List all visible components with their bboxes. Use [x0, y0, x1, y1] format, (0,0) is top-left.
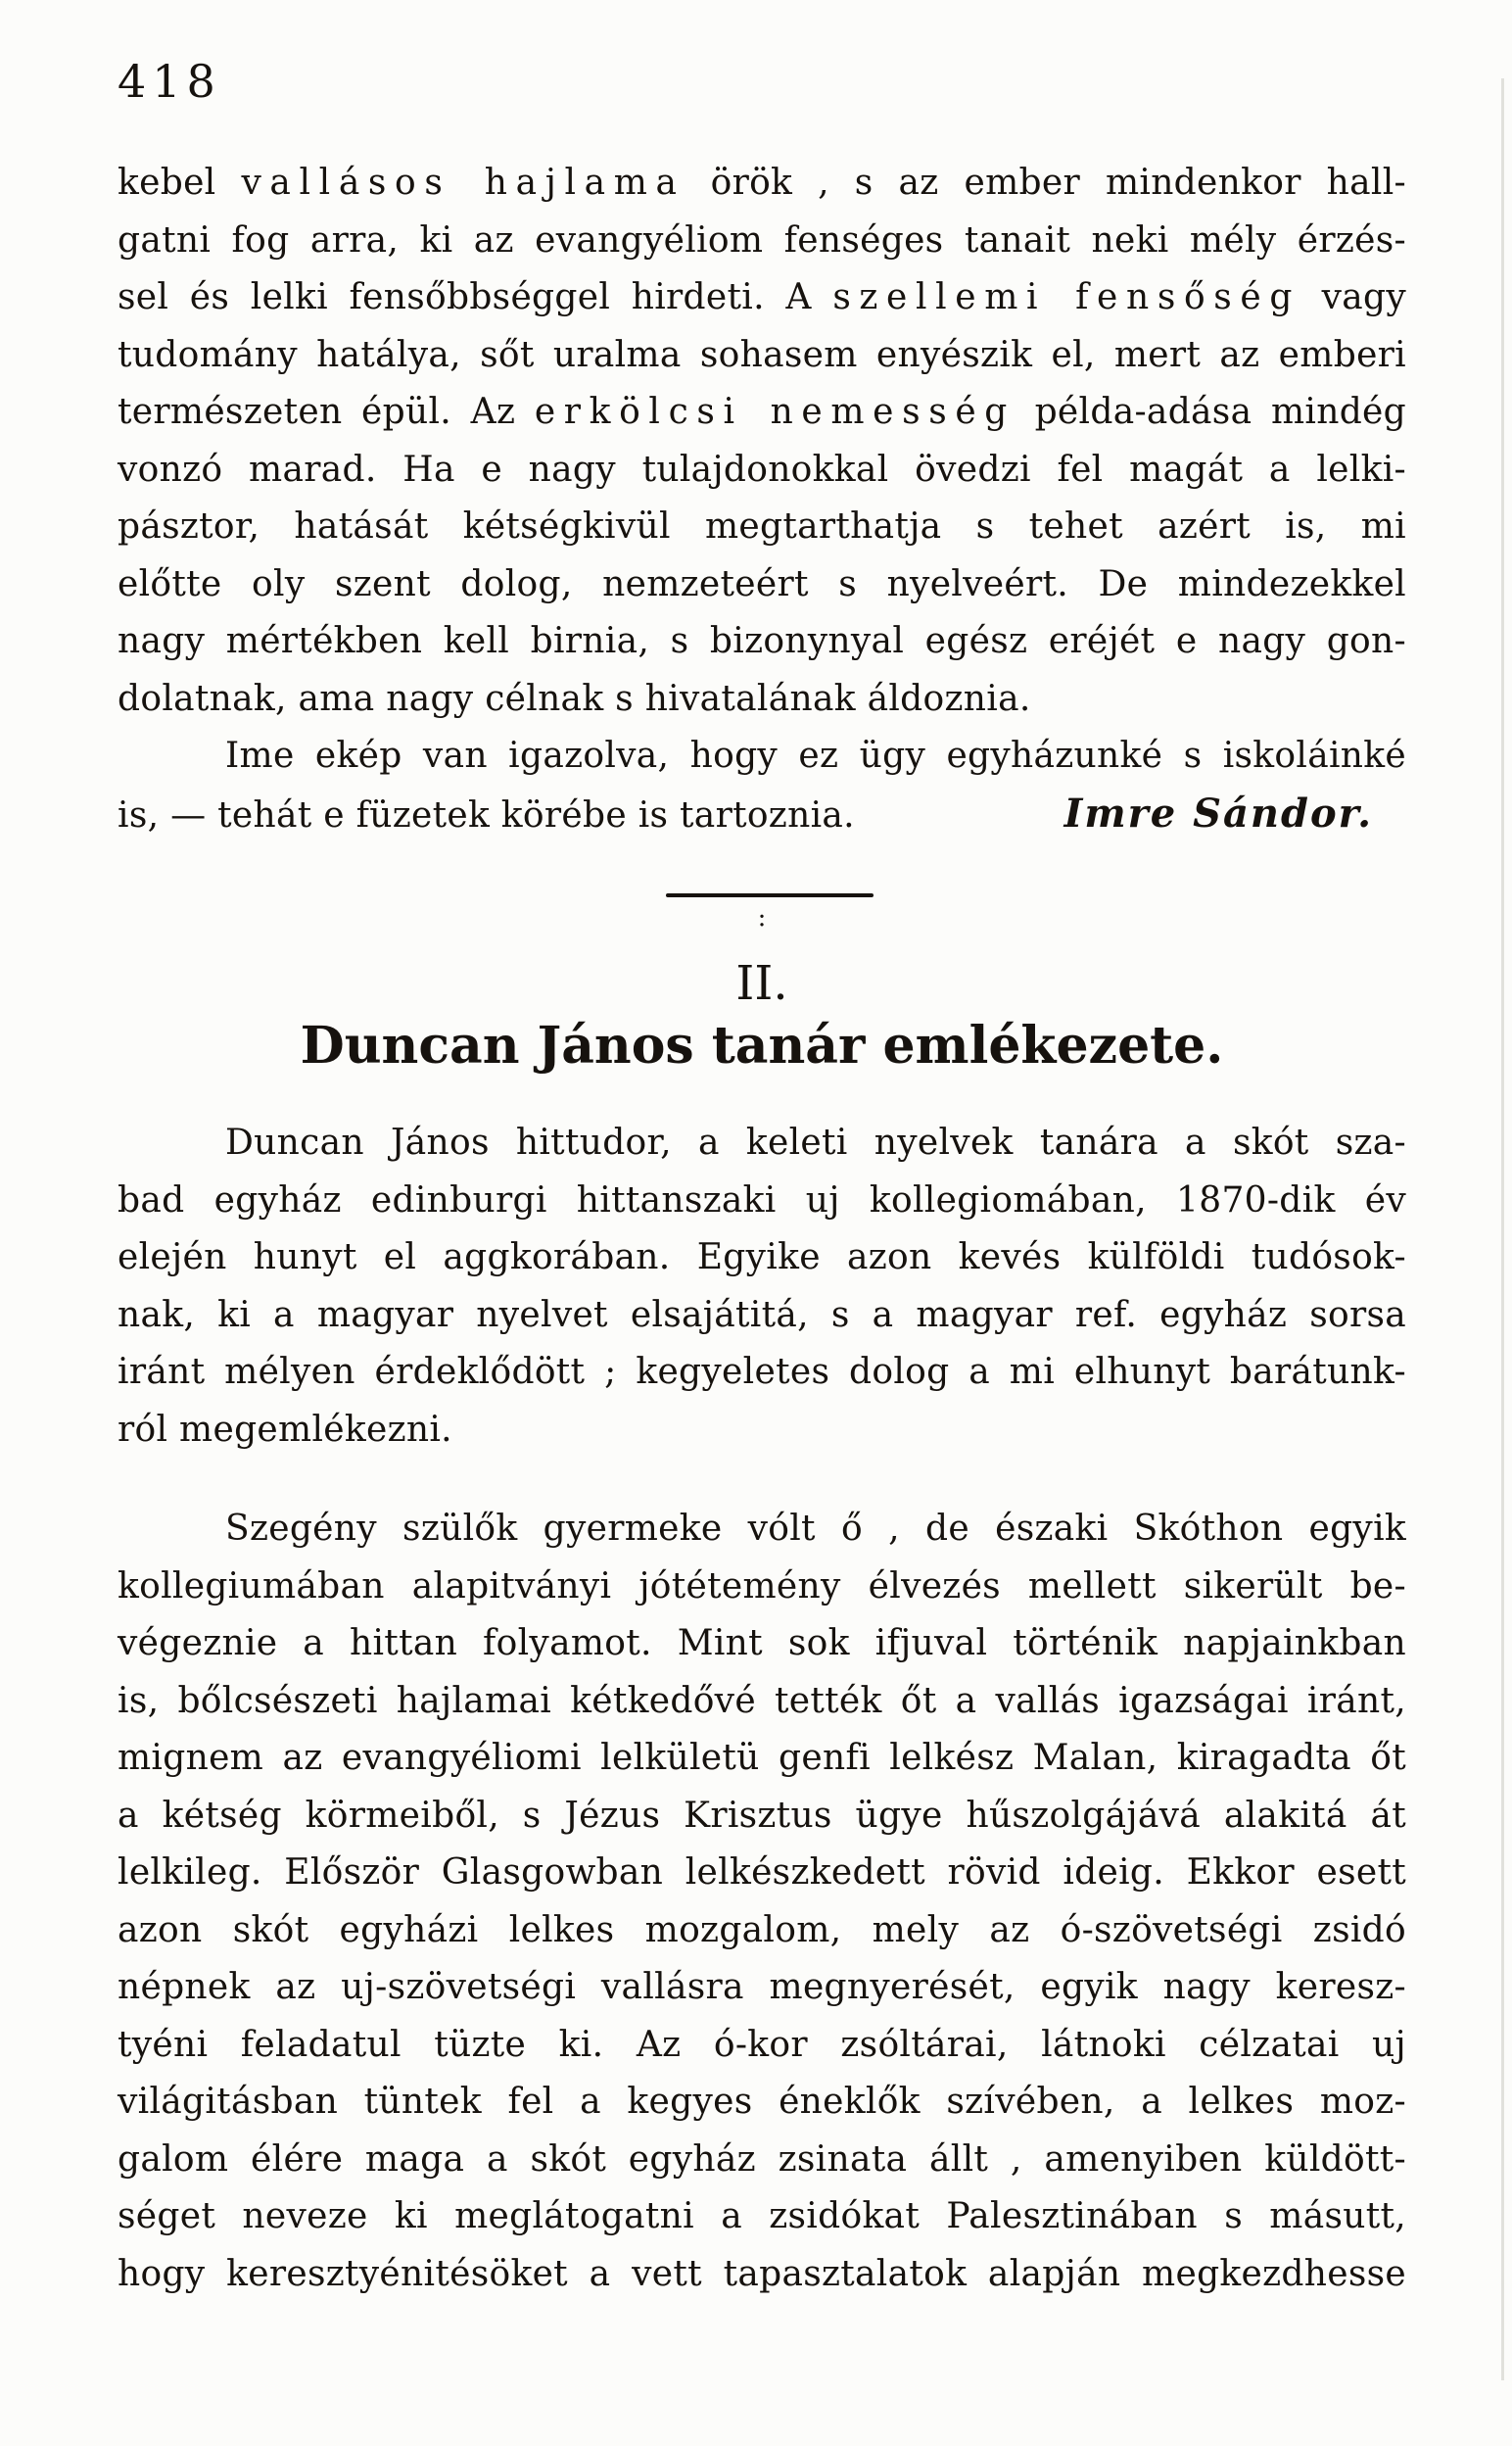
text-segment: természeten épül. Az — [118, 392, 535, 432]
text-line — [118, 499, 1406, 556]
text-line — [118, 1673, 1406, 1731]
scan-edge-artifact — [1501, 78, 1504, 2380]
text-line — [118, 1229, 1406, 1287]
text-line — [118, 613, 1406, 671]
text-segment: világitásban tüntek fel a kegyes éneklők szívében, a lelkes moz- — [118, 2082, 1406, 2122]
text-line — [118, 1730, 1406, 1788]
text-line — [118, 2132, 1406, 2189]
letterspaced-emphasis: szellemi fensőség — [832, 277, 1301, 317]
text-segment: hogy keresztyénitésöket a vett tapasztalatok alapján megkezdhesse — [118, 2253, 1406, 2294]
text-line-content — [118, 788, 855, 845]
text-line — [118, 1501, 1406, 1559]
text-line — [118, 442, 1406, 500]
text-line — [118, 1902, 1406, 1960]
text-segment: a kétség körmeiből, s Jézus Krisztus ügye hűszolgájává alakitá át — [118, 1795, 1406, 1836]
text-line — [118, 1173, 1406, 1230]
section-divider-rule — [666, 893, 874, 897]
text-segment: tyéni feladatul tüzte ki. Az ó-kor zsóltárai, látnoki célzatai uj — [118, 2024, 1406, 2065]
text-line — [118, 1287, 1406, 1345]
text-line — [118, 155, 1406, 213]
text-line — [118, 786, 1406, 843]
text-segment: vonzó marad. Ha e nagy tulajdonokkal övedzi fel magát a lelki- — [118, 449, 1406, 490]
text-line — [118, 2188, 1406, 2246]
text-segment: séget neveze ki meglátogatni a zsidókat Palesztinában s másutt, — [118, 2196, 1406, 2236]
text-segment: ról megemlékezni. — [118, 1409, 452, 1450]
separator-mark: : — [757, 903, 767, 933]
text-segment: vagy — [1300, 277, 1406, 317]
text-segment: mignem az evangyéliomi lelkületü genfi lelkész Malan, kiragadta őt — [118, 1738, 1406, 1778]
text-segment: bad egyház edinburgi hittanszaki uj kollegiomában, 1870-dik év — [118, 1179, 1406, 1221]
text-segment: örök , s az ember mindenkor hall- — [685, 163, 1407, 203]
section-title: Duncan János tanár emlékezete. — [300, 1016, 1224, 1076]
text-segment: lelkileg. Először Glasgowban lelkészkedett rövid ideig. Ekkor esett — [118, 1852, 1406, 1893]
text-line — [118, 213, 1406, 270]
text-segment: gatni fog arra, ki az evangyéliom fenséges tanait neki mély érzés- — [118, 219, 1406, 261]
text-segment: azon skót egyházi lelkes mozgalom, mely az ó-szövetségi zsidó — [118, 1909, 1406, 1950]
text-line — [118, 1615, 1406, 1673]
text-segment: kollegiumában alapitványi jótétemény élvezés mellett sikerült be- — [118, 1565, 1406, 1607]
text-segment: kebel — [118, 163, 242, 203]
text-segment: dolatnak, ama nagy célnak s hivatalának áldoznia. — [118, 678, 1031, 719]
text-segment: galom élére maga a skót egyház zsinata állt , amenyiben küldött- — [118, 2138, 1406, 2180]
paragraph-duncan-biography — [118, 1501, 1406, 2303]
text-segment: tudomány hatálya, sőt uralma sohasem enyészik el, mert az emberi — [118, 334, 1406, 375]
text-line — [118, 1559, 1406, 1616]
text-line — [118, 327, 1406, 385]
text-segment: Duncan János hittudor, a keleti nyelvek tanára a skót sza- — [225, 1123, 1406, 1163]
text-line — [118, 728, 1406, 786]
text-line — [118, 1402, 1406, 1460]
text-segment: is, bőlcsészeti hajlamai kétkedővé tették őt a vallás igazságai iránt, — [118, 1680, 1406, 1721]
text-segment: elején hunyt el aggkorában. Egyike azon kevés külföldi tudósok- — [118, 1237, 1406, 1277]
text-segment: előtte oly szent dolog, nemzeteért s nyelveért. De mindezekkel — [118, 563, 1406, 604]
text-line — [118, 2074, 1406, 2132]
text-segment: Ime ekép van igazolva, hogy ez ügy egyházunké s iskoláinké — [225, 736, 1406, 776]
letterspaced-emphasis: vallásos hajlama — [241, 163, 685, 203]
text-line — [118, 1115, 1406, 1173]
text-line — [118, 1344, 1406, 1402]
text-segment: iránt mélyen érdeklődött ; kegyeletes dolog a mi elhunyt barátunk- — [118, 1352, 1406, 1392]
text-segment: Szegény szülők gyermeke vólt ő , de északi Skóthon egyik — [225, 1509, 1406, 1549]
text-segment: nagy mértékben kell birnia, s bizonynyal egész eréjét e nagy gon- — [118, 621, 1406, 661]
text-segment: népnek az uj-szövetségi vallásra megnyerését, egyik nagy keresz- — [118, 1967, 1406, 2007]
letterspaced-emphasis: erkölcsi nemesség — [534, 392, 1016, 432]
text-segment: példa-adása mindég — [1015, 392, 1406, 432]
section-numeral: II. — [735, 956, 788, 1011]
text-line — [118, 671, 1406, 729]
text-line — [118, 2017, 1406, 2075]
text-line — [118, 269, 1406, 327]
author-signature: Imre Sándor. — [1063, 790, 1373, 837]
text-segment: nak, ki a magyar nyelvet elsajátitá, s a magyar ref. egyház sorsa — [118, 1294, 1406, 1335]
text-segment: is, — tehát e füzetek körébe is tartoznia. — [118, 794, 855, 836]
text-segment: végeznie a hittan folyamot. Mint sok ifjuval történik napjainkban — [118, 1623, 1406, 1663]
text-segment: pásztor, hatását kétségkivül megtarthatja s tehet azért is, mi — [118, 506, 1406, 547]
text-line — [118, 1788, 1406, 1846]
text-line — [118, 1845, 1406, 1902]
text-segment: sel és lelki fensőbbséggel hirdeti. A — [118, 277, 833, 317]
paragraph-closing-imre-sandor — [118, 155, 1406, 842]
text-line — [118, 1959, 1406, 2017]
text-line — [118, 2246, 1406, 2304]
page-number: 418 — [118, 55, 221, 108]
text-line — [118, 556, 1406, 614]
paragraph-duncan-intro — [118, 1115, 1406, 1459]
text-line — [118, 384, 1406, 442]
